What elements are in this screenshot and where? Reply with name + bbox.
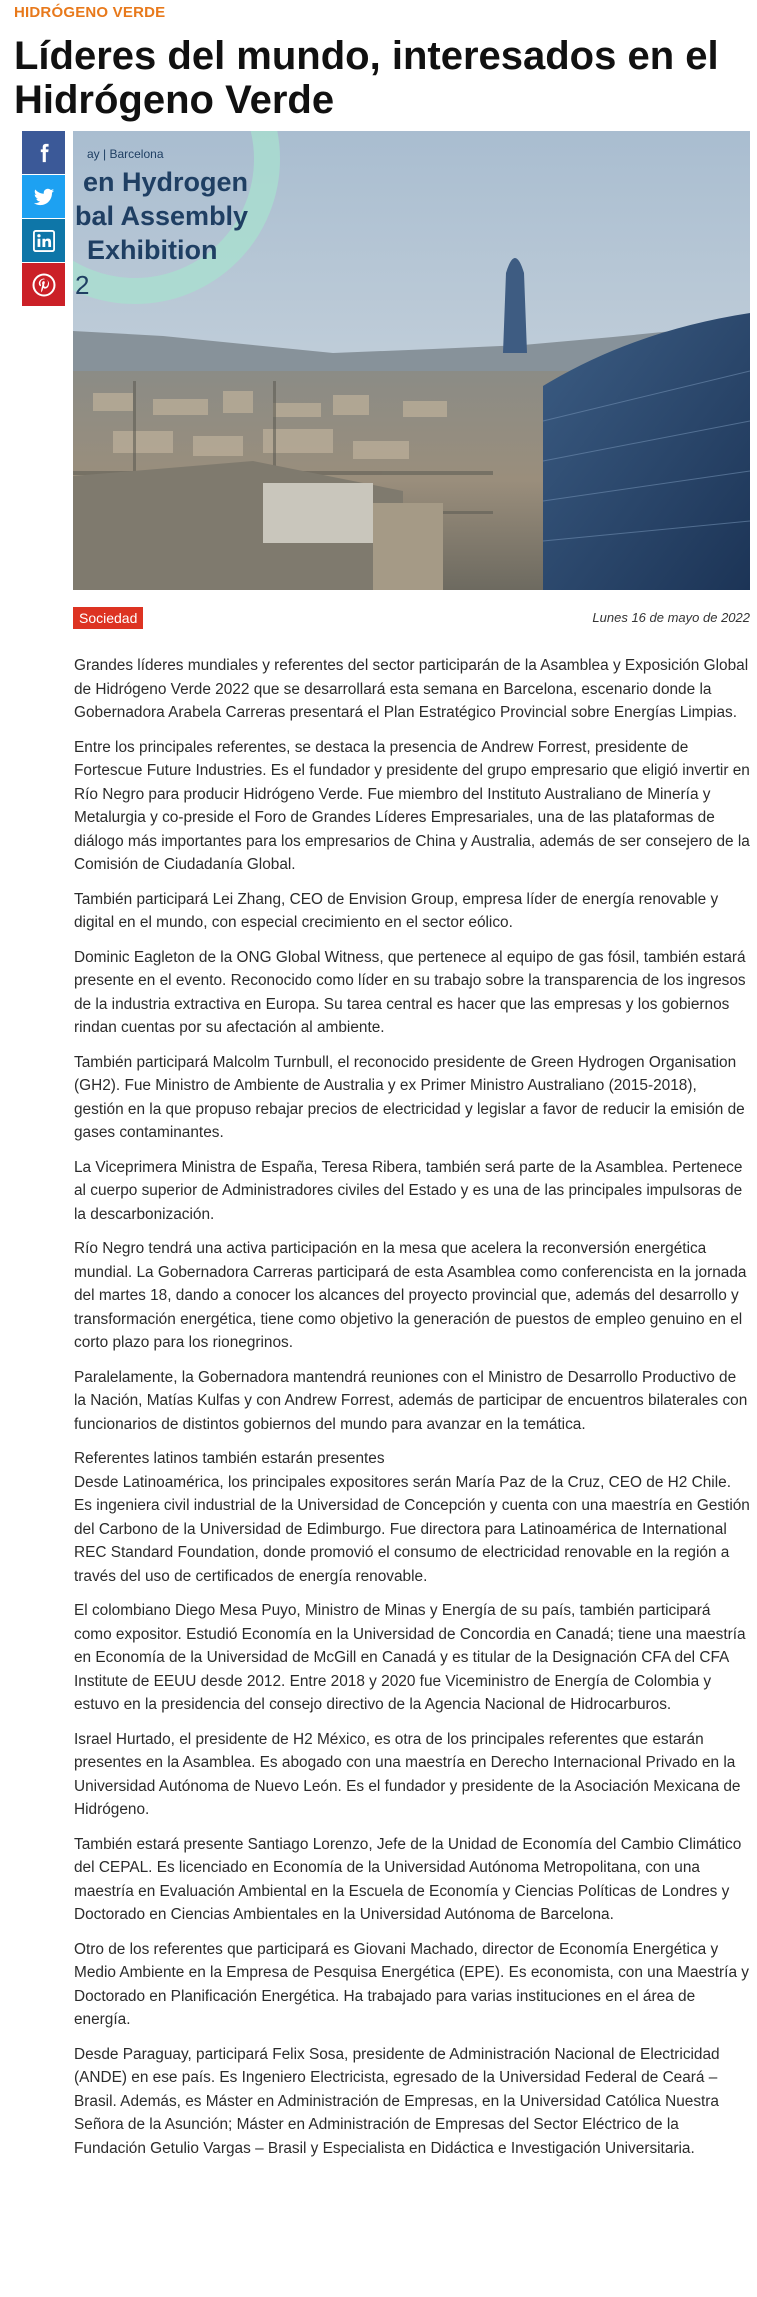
publish-date: Lunes 16 de mayo de 2022 [592, 610, 750, 625]
hero-line-2: en Hydrogen [83, 167, 249, 197]
paragraph: Israel Hurtado, el presidente de H2 México, es otra de los principales referentes que estarán presentes en la Asamblea. Es abogado con una maestría en Derecho Internacional Privado en la Universidad Autónoma de Nuevo León. Es el fundador y presidente de la Asociación Mexicana de Hidrógeno. [74, 1730, 741, 1818]
paragraph: Entre los principales referentes, se destaca la presencia de Andrew Forrest, presidente de Fortescue Future Industries. Es el fundador y presidente del grupo empresario que eligió invertir en Río Negro para producir Hidrógeno Verde. Fue miembro del Instituto Australiano de Minería y Metalurgia y co-preside el Foro de Grandes Líderes Empresariales, una de las plataformas de diálogo más importantes para los empresarios de China y Australia, además de ser consejero de la Comisión de Ciudadanía Global. [74, 738, 750, 873]
paragraph: Paralelamente, la Gobernadora mantendrá reuniones con el Ministro de Desarrollo Productivo de la Nación, Matías Kulfas y con Andrew Forrest, además de participar de encuentros bilaterales con funcionarios de distintos gobiernos del mundo para avanzar en la temática. [74, 1368, 748, 1433]
twitter-icon [33, 186, 55, 208]
paragraph: Dominic Eagleton de la ONG Global Witness, que pertenece al equipo de gas fósil, también estará presente en el evento. Reconocido como líder en su trabajo sobre la transparencia de los ingresos de la industria extractiva en Europa. Su tarea central es hacer que las empresas y los gobiernos rindan cuentas por su afectación al ambiente. [74, 948, 746, 1036]
article-body [74, 654, 750, 2171]
share-linkedin-button[interactable] [22, 219, 65, 262]
article-meta [73, 607, 750, 629]
paragraph: Otro de los referentes que participará es Giovani Machado, director de Economía Energética y Medio Ambiente en la Empresa de Pesquisa Energética (EPE). Es economista, con una Maestría y Doctorado en Planificación Energética. Ha trabajado para varias instituciones en el área de energía. [74, 1940, 749, 2028]
pinterest-icon [32, 273, 56, 297]
share-pinterest-button[interactable] [22, 263, 65, 306]
share-bar [22, 131, 65, 307]
facebook-icon [33, 142, 55, 164]
linkedin-icon [33, 230, 55, 252]
category-badge[interactable]: Sociedad [73, 607, 143, 629]
hero-line-4: Exhibition [87, 235, 218, 265]
paragraph: Desde Paraguay, participará Felix Sosa, presidente de Administración Nacional de Electricidad (ANDE) en ese país. Es Ingeniero Electricista, egresado de la Universidad Federal de Ceará – Brasil. Además, es Máster en Administración de Empresas, en la Universidad Católica Nuestra Señora de la Asunción; Máster en Administración de Empresas del Sector Eléctrico de la Fundación Getulio Vargas – Brasil y Especialista en Didáctica e Investigación Universitaria. [74, 2045, 720, 2157]
paragraph: También participará Lei Zhang, CEO de Envision Group, empresa líder de energía renovable y digital en el mundo, con especial crecimiento en el sector eólico. [74, 890, 719, 931]
share-facebook-button[interactable] [22, 131, 65, 174]
hero-image [73, 131, 750, 590]
share-twitter-button[interactable] [22, 175, 65, 218]
article-title: Líderes del mundo, interesados en el Hidrógeno Verde [14, 34, 719, 122]
hero-line-5: 2 [75, 270, 90, 300]
hero-line-1: ay | Barcelona [87, 147, 164, 161]
paragraph: Desde Latinoamérica, los principales expositores serán María Paz de la Cruz, CEO de H2 Chile. Es ingeniera civil industrial de la Universidad de Concepción y cuenta con una maestría en Gestión del Carbono de la Universidad de Edimburgo. Fue directora para Latinoamérica de International REC Standard Foundation, donde promovió el consumo de electricidad renovable en la región a través del uso de certificados de energía renovable. [74, 1473, 750, 1585]
paragraph: Río Negro tendrá una activa participación en la mesa que acelera la reconversión energética mundial. La Gobernadora Carreras participará de esta Asamblea como conferencista en la jornada del martes 18, dando a conocer los alcances del proyecto provincial que, además del desarrollo y transformación energética, tiene como objetivo la generación de puestos de empleo genuino en el corto plazo para los rionegrinos. [74, 1240, 747, 1351]
paragraph: También participará Malcolm Turnbull, el reconocido presidente de Green Hydrogen Organisation (GH2). Fue Ministro de Ambiente de Australia y ex Primer Ministro Australiano (2015-2018), gestión en la que propuso rebajar precios de electricidad y legislar a favor de reducir la emisión de gases contaminantes. [74, 1053, 745, 1141]
hero-line-3: bal Assembly [75, 201, 249, 231]
paragraph: El colombiano Diego Mesa Puyo, Ministro de Minas y Energía de su país, también participará como expositor. Estudió Economía en la Universidad de Concordia en Canadá; tiene una maestría en Economía de la Universidad de McGill en Canadá y es titular de la Designación CFA del CFA Institute de EEUU desde 2012. Entre 2018 y 2020 fue Viceministro de Energía de Colombia y estuvo en la presidencia del consejo directivo de la Agencia Nacional de Hidrocarburos. [74, 1602, 746, 1713]
paragraph: También estará presente Santiago Lorenzo, Jefe de la Unidad de Economía del Cambio Climático del CEPAL. Es licenciado en Economía de la Universidad Autónoma Metropolitana, con una maestría en Evaluación Ambiental en la Escuela de Economía y Ciencias Políticas de Londres y Doctorado en Ciencias Ambientales en la Universidad Autónoma de Barcelona. [74, 1835, 742, 1923]
section-kicker[interactable]: HIDRÓGENO VERDE [14, 4, 166, 21]
paragraph: Grandes líderes mundiales y referentes del sector participarán de la Asamblea y Exposición Global de Hidrógeno Verde 2022 que se desarrollará esta semana en Barcelona, escenario donde la Gobernadora Arabela Carreras presentará el Plan Estratégico Provincial sobre Energías Limpias. [74, 657, 749, 721]
paragraph: La Viceprimera Ministra de España, Teresa Ribera, también será parte de la Asamblea. Pertenece al cuerpo superior de Administradores civiles del Estado y es una de las principales impulsoras de la descarbonización. [74, 1158, 743, 1223]
section-subheading: Referentes latinos también estarán presentes [74, 1450, 385, 1467]
